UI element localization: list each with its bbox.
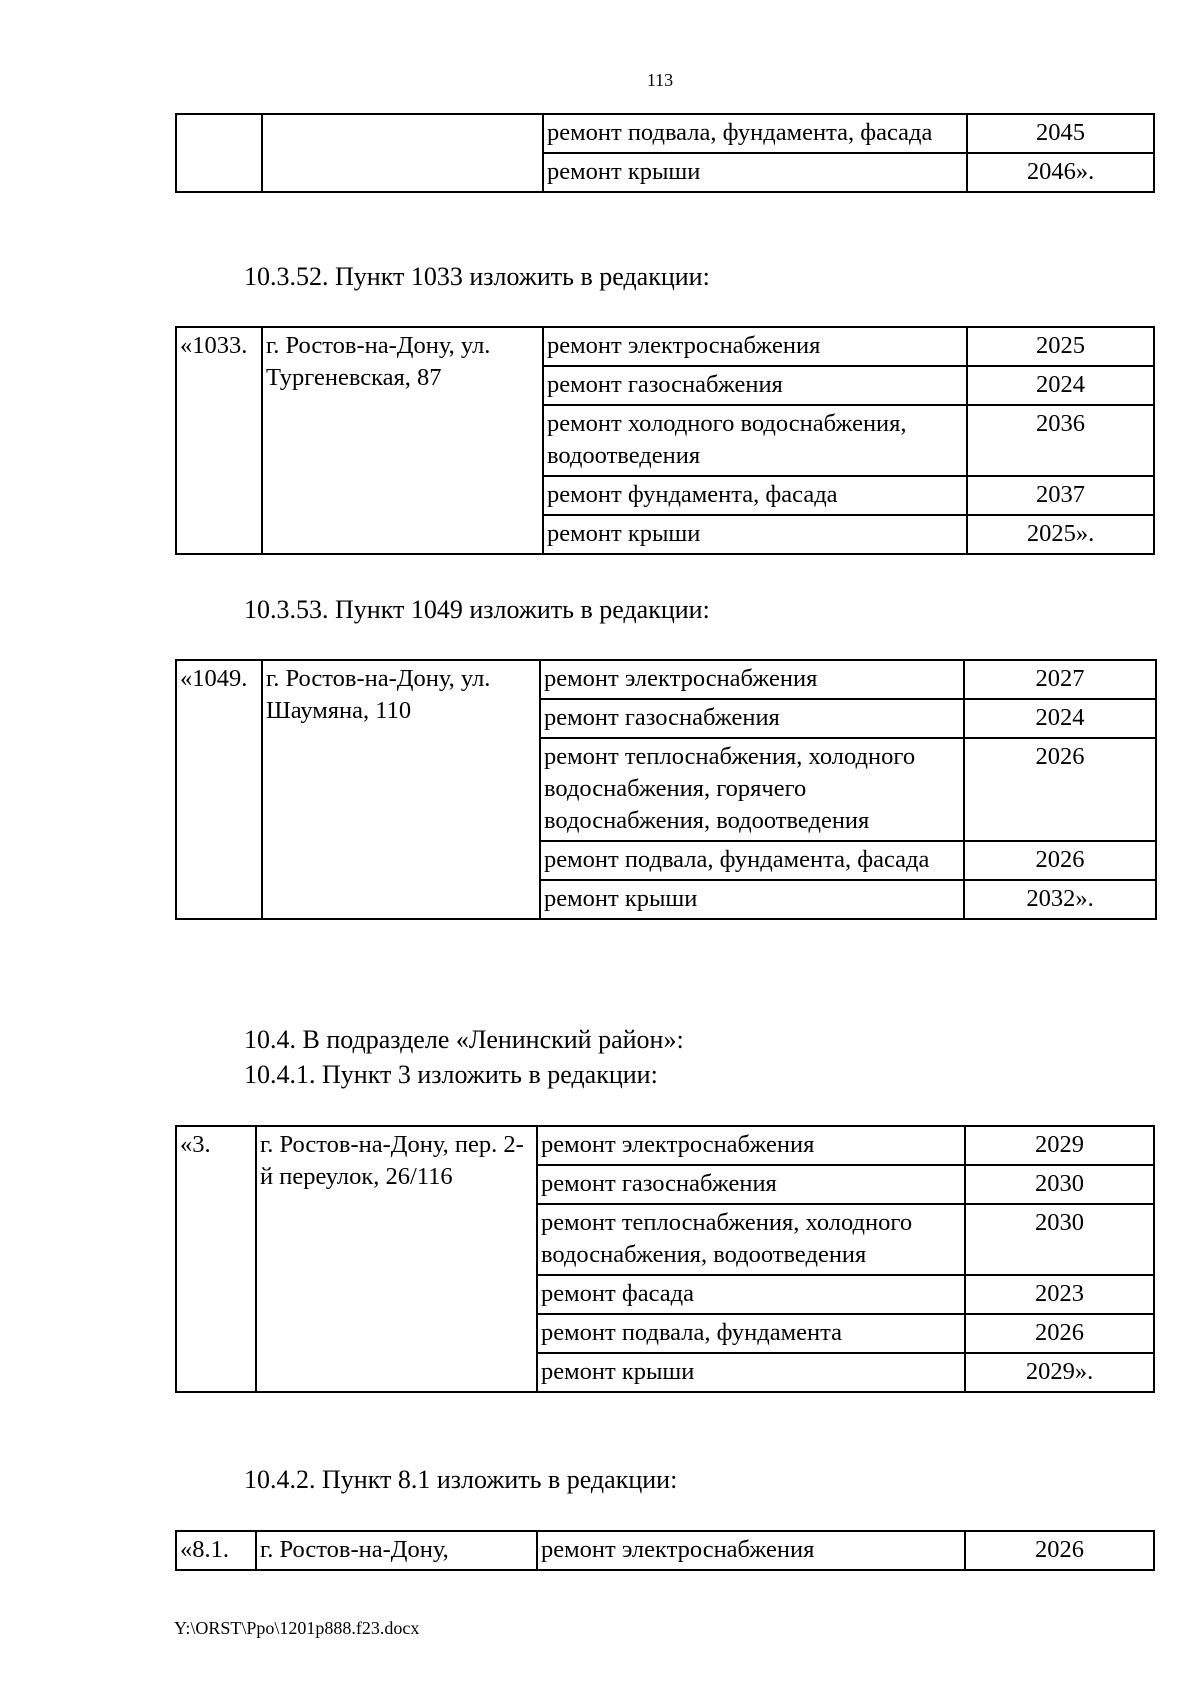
year-cell: 2026 bbox=[965, 1531, 1154, 1570]
year-cell: 2046». bbox=[967, 153, 1154, 192]
number-cell: «3. bbox=[176, 1126, 256, 1392]
year-cell: 2026 bbox=[964, 738, 1156, 841]
work-cell: ремонт подвала, фундамента, фасада bbox=[543, 114, 967, 153]
year-cell: 2030 bbox=[965, 1165, 1154, 1204]
address-cell: г. Ростов-на-Дону, ул. Тургеневская, 87 bbox=[262, 327, 543, 554]
table-row bbox=[176, 660, 1156, 699]
work-cell: ремонт фасада bbox=[537, 1275, 965, 1314]
work-cell: ремонт холодного водоснабжения, водоотведения bbox=[543, 405, 967, 476]
table-row bbox=[176, 114, 1154, 153]
address-cell bbox=[262, 114, 543, 192]
table-item-8-1 bbox=[175, 1530, 1155, 1571]
year-cell: 2025 bbox=[967, 327, 1154, 366]
table-row bbox=[176, 327, 1154, 366]
paragraph-item-10-3-53: 10.3.53. Пункт 1049 изложить в редакции: bbox=[244, 595, 710, 624]
table-item-1033 bbox=[175, 326, 1155, 555]
work-cell: ремонт электроснабжения bbox=[540, 660, 964, 699]
year-cell: 2023 bbox=[965, 1275, 1154, 1314]
paragraph-item-10-4-2: 10.4.2. Пункт 8.1 изложить в редакции: bbox=[244, 1465, 678, 1494]
year-cell: 2045 bbox=[967, 114, 1154, 153]
number-cell: «8.1. bbox=[176, 1531, 256, 1570]
work-cell: ремонт газоснабжения bbox=[543, 366, 967, 405]
work-cell: ремонт теплоснабжения, холодного водоснабжения, водоотведения bbox=[537, 1204, 965, 1275]
work-cell: ремонт теплоснабжения, холодного водоснабжения, горячего водоснабжения, водоотведения bbox=[540, 738, 964, 841]
number-cell: «1033. bbox=[176, 327, 262, 554]
number-cell: «1049. bbox=[176, 660, 262, 919]
year-cell: 2029». bbox=[965, 1353, 1154, 1392]
table-row bbox=[176, 1531, 1154, 1570]
work-cell: ремонт газоснабжения bbox=[537, 1165, 965, 1204]
work-cell: ремонт электроснабжения bbox=[537, 1531, 965, 1570]
year-cell: 2032». bbox=[964, 880, 1156, 919]
work-cell: ремонт фундамента, фасада bbox=[543, 476, 967, 515]
address-cell: г. Ростов-на-Дону, ул. Шаумяна, 110 bbox=[262, 660, 540, 919]
year-cell: 2026 bbox=[964, 841, 1156, 880]
paragraph-item-10-4-1: 10.4.1. Пункт 3 изложить в редакции: bbox=[244, 1060, 658, 1089]
paragraph-item-10-3-52: 10.3.52. Пункт 1033 изложить в редакции: bbox=[244, 262, 710, 291]
year-cell: 2024 bbox=[964, 699, 1156, 738]
work-cell: ремонт подвала, фундамента, фасада bbox=[540, 841, 964, 880]
number-cell bbox=[176, 114, 262, 192]
table-continuation bbox=[175, 113, 1155, 193]
work-cell: ремонт электроснабжения bbox=[543, 327, 967, 366]
work-cell: ремонт крыши bbox=[543, 515, 967, 554]
footer-file-path: Y:\ORST\Ppo\1201p888.f23.docx bbox=[174, 1618, 420, 1638]
work-cell: ремонт подвала, фундамента bbox=[537, 1314, 965, 1353]
page-number: 113 bbox=[646, 70, 674, 90]
work-cell: ремонт газоснабжения bbox=[540, 699, 964, 738]
year-cell: 2025». bbox=[967, 515, 1154, 554]
year-cell: 2029 bbox=[965, 1126, 1154, 1165]
year-cell: 2027 bbox=[964, 660, 1156, 699]
work-cell: ремонт крыши bbox=[537, 1353, 965, 1392]
work-cell: ремонт электроснабжения bbox=[537, 1126, 965, 1165]
table-item-3 bbox=[175, 1125, 1155, 1393]
address-cell: г. Ростов-на-Дону, пер. 2-й переулок, 26/116 bbox=[256, 1126, 537, 1392]
paragraph-item-10-4: 10.4. В подразделе «Ленинский район»: bbox=[244, 1025, 684, 1054]
year-cell: 2037 bbox=[967, 476, 1154, 515]
year-cell: 2024 bbox=[967, 366, 1154, 405]
work-cell: ремонт крыши bbox=[540, 880, 964, 919]
year-cell: 2036 bbox=[967, 405, 1154, 476]
year-cell: 2026 bbox=[965, 1314, 1154, 1353]
table-row bbox=[176, 1126, 1154, 1165]
year-cell: 2030 bbox=[965, 1204, 1154, 1275]
address-cell: г. Ростов-на-Дону, bbox=[256, 1531, 537, 1570]
table-item-1049 bbox=[175, 659, 1157, 920]
work-cell: ремонт крыши bbox=[543, 153, 967, 192]
